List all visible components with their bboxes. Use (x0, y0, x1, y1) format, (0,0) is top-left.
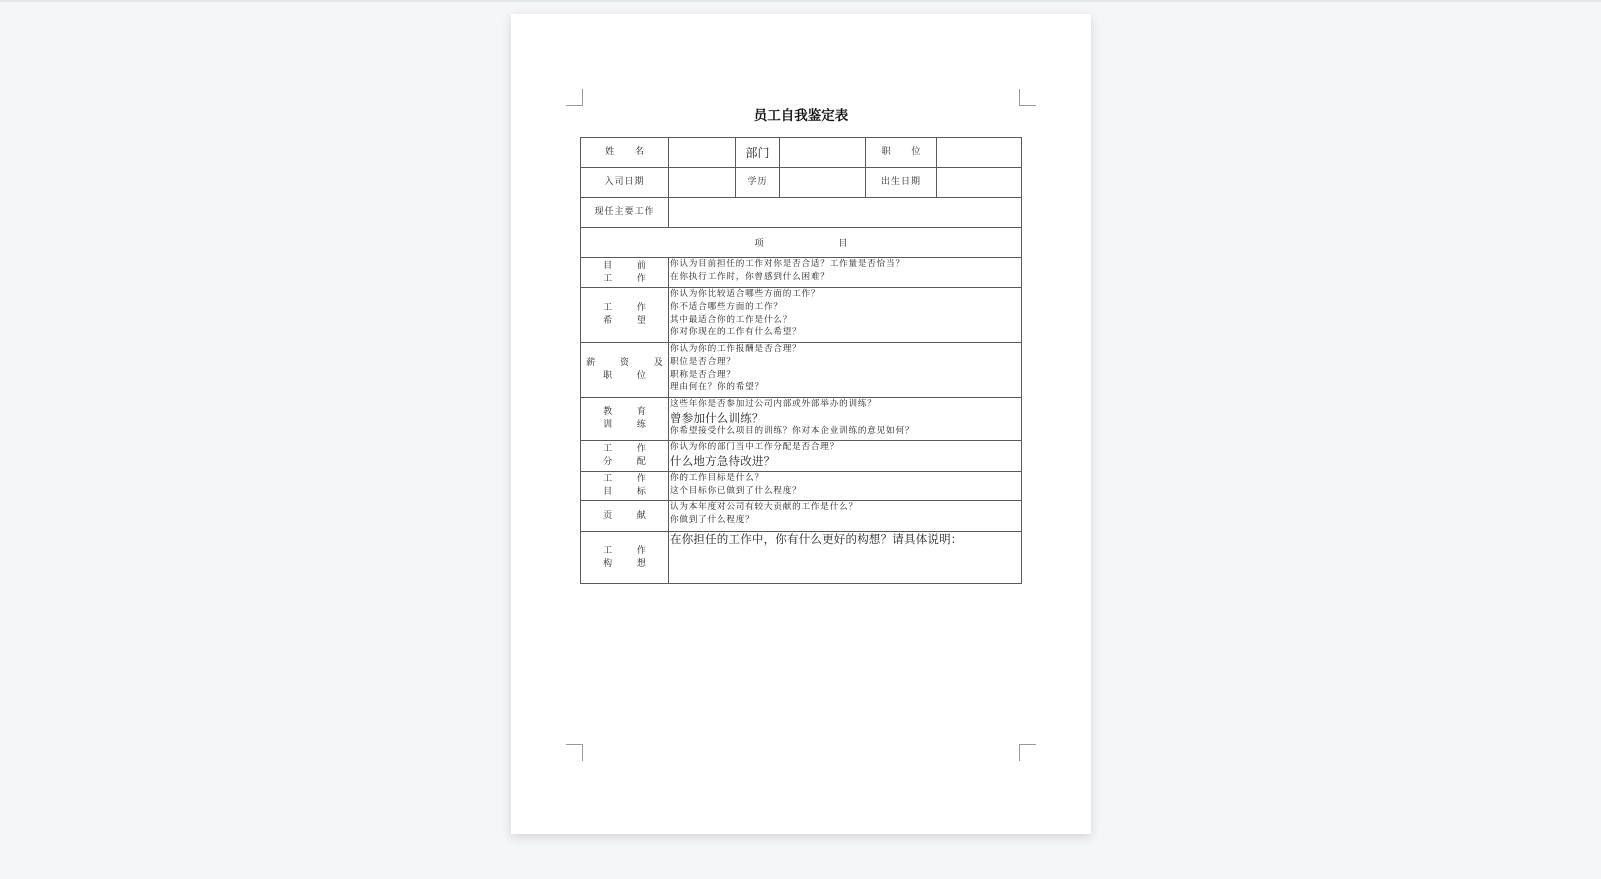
table-row (581, 198, 1022, 228)
section-label-line: 工 作 (603, 303, 646, 313)
section-label-line: 职 位 (603, 371, 646, 381)
question-text: 在你担任的工作中，你有什么更好的构想？请具体说明： (670, 532, 963, 546)
current-work-field[interactable] (669, 198, 1022, 228)
window-top-border (0, 0, 1601, 2)
education-label: 学历 (736, 168, 780, 198)
section-label-line: 目 前 (603, 260, 646, 271)
table-row (581, 138, 1022, 168)
section-label (581, 288, 669, 343)
name-label: 姓 名 (581, 138, 669, 168)
department-field[interactable] (780, 138, 866, 168)
join-date-label: 入司日期 (581, 168, 669, 198)
question-text: 其中最适合你的工作是什么？ (670, 314, 793, 325)
table-row (581, 258, 1022, 288)
question-text: 在你执行工作时，你曾感到什么困难？ (670, 271, 830, 282)
document-page (511, 14, 1091, 834)
question-cell[interactable] (669, 398, 1022, 441)
birth-date-label: 出生日期 (866, 168, 937, 198)
margin-corner-mark (566, 744, 583, 761)
current-work-label: 现任主要工作 (581, 198, 669, 228)
section-label-line: 贡 献 (603, 510, 646, 521)
section-label (581, 258, 669, 288)
question-text: 你认为你比较适合哪些方面的工作？ (670, 289, 821, 299)
position-label: 职 位 (866, 138, 937, 168)
question-text: 认为本年度对公司有较大贡献的工作是什么？ (670, 502, 858, 512)
section-label (581, 441, 669, 472)
department-label: 部门 (736, 138, 780, 168)
question-text: 你对你现在的工作有什么希望？ (670, 327, 802, 338)
table-row (581, 228, 1022, 258)
question-text: 职称是否合理？ (670, 369, 736, 380)
section-label-line: 工 作 (603, 474, 646, 484)
question-cell[interactable] (669, 532, 1022, 584)
margin-corner-mark (1019, 744, 1036, 761)
section-label (581, 343, 669, 398)
section-label (581, 532, 669, 584)
section-label-line: 工 作 (603, 273, 646, 284)
question-cell[interactable] (669, 343, 1022, 398)
question-text: 曾参加什么训练？ (670, 410, 764, 425)
section-label (581, 472, 669, 501)
birth-date-field[interactable] (937, 168, 1022, 198)
document-title: 员工自我鉴定表 (753, 108, 849, 124)
question-text: 职位是否合理？ (670, 356, 736, 367)
section-label-line: 教 育 (603, 407, 646, 417)
table-row (581, 343, 1022, 398)
section-label (581, 501, 669, 532)
section-label-line: 训 练 (603, 420, 646, 430)
question-cell[interactable] (669, 288, 1022, 343)
section-label-line: 构 想 (603, 558, 646, 569)
section-label (581, 398, 669, 441)
question-text: 这些年你是否参加过公司内部或外部举办的训练？ (670, 399, 877, 409)
table-row (581, 501, 1022, 532)
table-row (581, 398, 1022, 441)
question-text: 你认为你的部门当中工作分配是否合理？ (670, 442, 840, 452)
self-evaluation-form (580, 137, 1022, 584)
question-cell[interactable] (669, 501, 1022, 532)
question-text: 你的工作目标是什么？ (670, 473, 764, 483)
question-text: 你认为目前担任的工作对你是否合适？工作量是否恰当？ (670, 259, 905, 269)
section-header: 项 目 (581, 228, 1022, 258)
table-row (581, 288, 1022, 343)
section-label-line: 分 配 (603, 457, 646, 467)
section-label-line: 工 作 (603, 545, 646, 556)
section-label-line: 工 作 (603, 444, 646, 454)
table-row (581, 441, 1022, 472)
section-label-line: 目 标 (603, 487, 646, 497)
question-text: 你认为你的工作报酬是否合理？ (670, 344, 802, 354)
education-field[interactable] (780, 168, 866, 198)
question-cell[interactable] (669, 472, 1022, 501)
table-row (581, 532, 1022, 584)
section-label-line: 希 望 (603, 316, 646, 326)
question-text: 你做到了什么程度？ (670, 514, 755, 525)
question-text: 理由何在？你的希望？ (670, 382, 764, 393)
question-text: 什么地方急待改进？ (670, 453, 776, 468)
question-text: 你希望接受什么项目的训练？你对本企业训练的意见如何？ (670, 425, 915, 436)
question-text: 你不适合哪些方面的工作？ (670, 301, 783, 312)
position-field[interactable] (937, 138, 1022, 168)
join-date-field[interactable] (669, 168, 736, 198)
section-label-line: 薪 资 及 (586, 358, 663, 368)
question-text: 这个目标你已做到了什么程度？ (670, 485, 802, 496)
question-cell[interactable] (669, 258, 1022, 288)
question-cell[interactable] (669, 441, 1022, 472)
table-row (581, 168, 1022, 198)
name-field[interactable] (669, 138, 736, 168)
table-row (581, 472, 1022, 501)
